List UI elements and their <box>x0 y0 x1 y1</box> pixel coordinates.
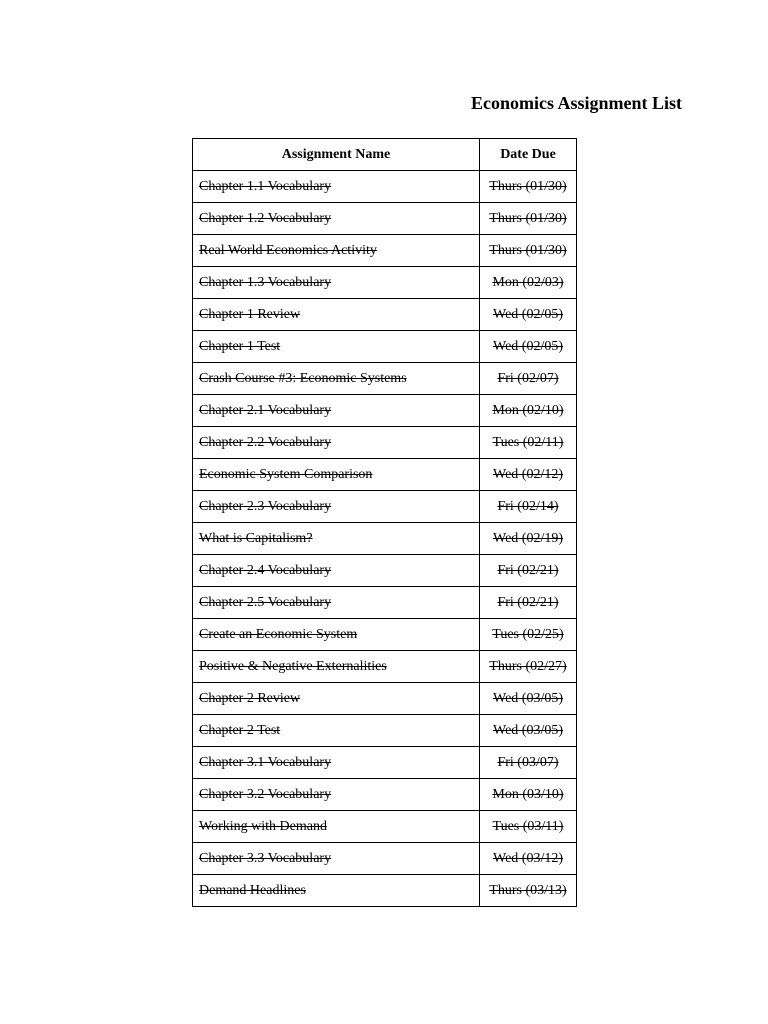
table-header-row <box>193 139 577 171</box>
table-row <box>193 491 577 523</box>
table-row <box>193 395 577 427</box>
header-assignment-name: Assignment Name <box>193 139 480 171</box>
due-date-cell: Wed (02/19) <box>480 523 577 555</box>
assignment-name-cell: Chapter 2.2 Vocabulary <box>193 427 480 459</box>
assignment-name-cell: Chapter 1.1 Vocabulary <box>193 171 480 203</box>
assignment-name-cell: Chapter 1 Review <box>193 299 480 331</box>
page-title: Economics Assignment List <box>471 93 683 113</box>
table-row <box>193 523 577 555</box>
assignment-name-cell: Create an Economic System <box>193 619 480 651</box>
due-date-cell: Fri (02/14) <box>480 491 577 523</box>
assignment-name-cell: Demand Headlines <box>193 875 480 907</box>
due-date-cell: Wed (02/05) <box>480 331 577 363</box>
due-date-cell: Thurs (01/30) <box>480 203 577 235</box>
table-row <box>193 811 577 843</box>
assignment-rows <box>193 171 577 907</box>
assignment-name-cell: Economic System Comparison <box>193 459 480 491</box>
assignment-name-cell: Chapter 2.5 Vocabulary <box>193 587 480 619</box>
due-date-cell: Fri (02/07) <box>480 363 577 395</box>
due-date-cell: Mon (02/10) <box>480 395 577 427</box>
table-row <box>193 299 577 331</box>
assignment-name-cell: Chapter 1.3 Vocabulary <box>193 267 480 299</box>
assignment-name-cell: Positive & Negative Externalities <box>193 651 480 683</box>
due-date-cell: Thurs (03/13) <box>480 875 577 907</box>
assignment-name-cell: Chapter 2.4 Vocabulary <box>193 555 480 587</box>
assignment-name-cell: Crash Course #3: Economic Systems <box>193 363 480 395</box>
due-date-cell: Thurs (01/30) <box>480 235 577 267</box>
due-date-cell: Fri (03/07) <box>480 747 577 779</box>
assignment-name-cell: Chapter 3.2 Vocabulary <box>193 779 480 811</box>
assignment-name-cell: Chapter 1.2 Vocabulary <box>193 203 480 235</box>
table-row <box>193 459 577 491</box>
assignment-name-cell: Chapter 2 Review <box>193 683 480 715</box>
table-row <box>193 203 577 235</box>
table-row <box>193 651 577 683</box>
due-date-cell: Mon (03/10) <box>480 779 577 811</box>
table-row <box>193 587 577 619</box>
table-row <box>193 843 577 875</box>
due-date-cell: Mon (02/03) <box>480 267 577 299</box>
due-date-cell: Tues (02/25) <box>480 619 577 651</box>
table-row <box>193 619 577 651</box>
table-row <box>193 555 577 587</box>
assignment-name-cell: Chapter 2.3 Vocabulary <box>193 491 480 523</box>
assignment-name-cell: What is Capitalism? <box>193 523 480 555</box>
table-row <box>193 715 577 747</box>
table-row <box>193 331 577 363</box>
assignment-name-cell: Chapter 1 Test <box>193 331 480 363</box>
due-date-cell: Fri (02/21) <box>480 587 577 619</box>
due-date-cell: Wed (03/05) <box>480 683 577 715</box>
table-row <box>193 363 577 395</box>
assignment-name-cell: Chapter 3.1 Vocabulary <box>193 747 480 779</box>
table-row <box>193 683 577 715</box>
table-row <box>193 235 577 267</box>
assignment-name-cell: Real World Economics Activity <box>193 235 480 267</box>
header-date-due: Date Due <box>480 139 577 171</box>
table-row <box>193 427 577 459</box>
assignment-table <box>192 138 577 907</box>
table-row <box>193 779 577 811</box>
due-date-cell: Tues (03/11) <box>480 811 577 843</box>
assignment-name-cell: Chapter 3.3 Vocabulary <box>193 843 480 875</box>
table-row <box>193 171 577 203</box>
due-date-cell: Wed (02/05) <box>480 299 577 331</box>
due-date-cell: Thurs (01/30) <box>480 171 577 203</box>
due-date-cell: Wed (03/12) <box>480 843 577 875</box>
due-date-cell: Wed (03/05) <box>480 715 577 747</box>
table-row <box>193 267 577 299</box>
assignment-name-cell: Chapter 2.1 Vocabulary <box>193 395 480 427</box>
assignment-name-cell: Working with Demand <box>193 811 480 843</box>
due-date-cell: Tues (02/11) <box>480 427 577 459</box>
assignment-name-cell: Chapter 2 Test <box>193 715 480 747</box>
due-date-cell: Fri (02/21) <box>480 555 577 587</box>
table-row <box>193 875 577 907</box>
table-row <box>193 747 577 779</box>
due-date-cell: Thurs (02/27) <box>480 651 577 683</box>
due-date-cell: Wed (02/12) <box>480 459 577 491</box>
